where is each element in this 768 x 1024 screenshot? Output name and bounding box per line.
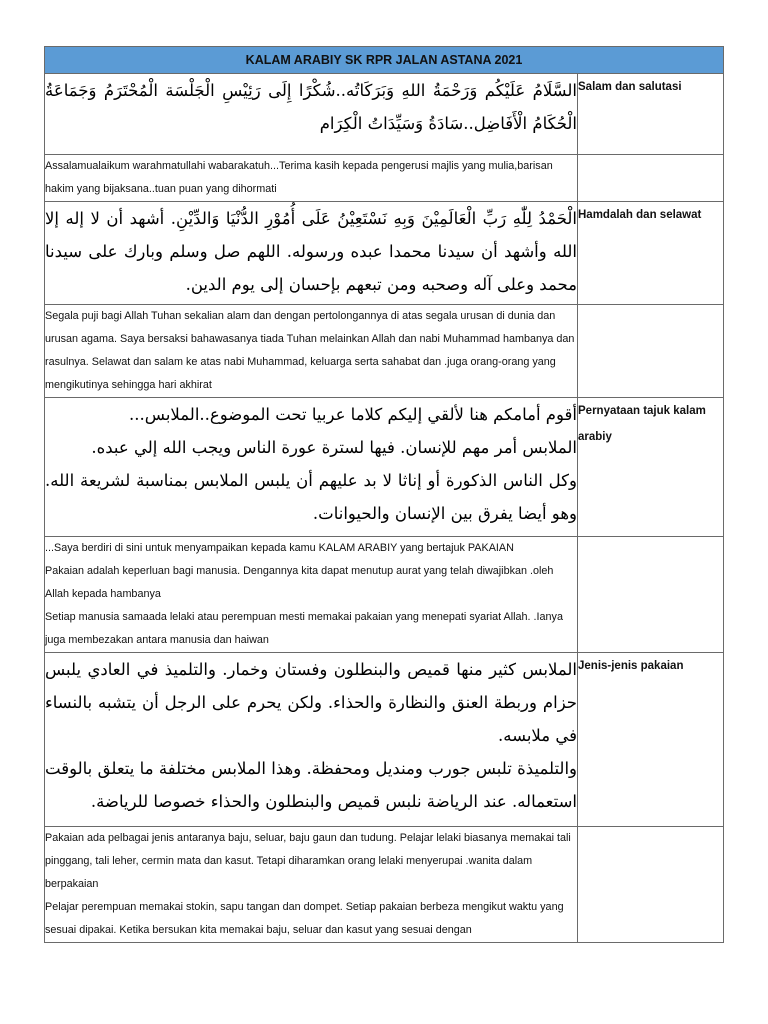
malay-paragraph: Pelajar perempuan memakai stokin, sapu tangan dan dompet. Setiap pakaian berbeza mengikut waktu yang sesuai dipakai. Ketika bersukan kita memakai baju, seluar dan kasut yang sesuai dengan xyxy=(45,901,564,936)
malay-text-jenis xyxy=(45,827,578,943)
arabic-paragraph: أقوم أمامكم هنا لألقي إليكم كلاما عربيا تحت الموضوع..الملابس... xyxy=(129,405,577,424)
arabic-text-tajuk xyxy=(45,398,578,537)
section-label-tajuk: Pernyataan tajuk kalam arabiy xyxy=(578,398,724,537)
arabic-paragraph: السَّلَامُ عَلَيْكُم وَرَحْمَةُ اللهِ وَبَرَكَاتُه..شُكْرًا إِلَى رَئِيْسِ الْجَلْسَة الْمُحْتَرَمُ وَجَمَاعَةُ الْحُكَامُ الْأَفَاضِل..سَادَةُ وَسَيِّدَاتُ الْكِرَام xyxy=(45,81,577,133)
section-label-salam: Salam dan salutasi xyxy=(578,74,724,155)
malay-paragraph: Setiap manusia samaada lelaki atau perempuan mesti memakai pakaian yang menepati syariat Allah. .Ianya juga membezakan antara manusia dan haiwan xyxy=(45,611,563,646)
malay-text-hamdalah xyxy=(45,305,578,398)
empty-label-cell xyxy=(578,155,724,202)
empty-label-cell xyxy=(578,305,724,398)
arabic-text-salam xyxy=(45,74,578,155)
document-title: KALAM ARABIY SK RPR JALAN ASTANA 2021 xyxy=(45,47,724,74)
malay-paragraph: Pakaian adalah keperluan bagi manusia. Dengannya kita dapat menutup aurat yang telah diwajibkan .oleh Allah kepada hambanya xyxy=(45,565,554,600)
malay-paragraph: ...Saya berdiri di sini untuk menyampaikan kepada kamu KALAM ARABIY yang bertajuk PAKAIAN xyxy=(45,542,514,554)
arabic-paragraph: الملابس أمر مهم للإنسان. فيها لسترة عورة الناس ويجب الله إلي عبده. xyxy=(91,438,577,457)
arabic-text-hamdalah xyxy=(45,202,578,305)
empty-label-cell xyxy=(578,827,724,943)
malay-paragraph: Segala puji bagi Allah Tuhan sekalian alam dan dengan pertolongannya di atas segala urusan di dunia dan urusan agama. Saya bersaksi bahawasanya tiada Tuhan melainkan Allah dan nabi Muhammad hambanya dan rasulnya. Selawat dan salam ke atas nabi Muhammad, keluarga serta sahabat dan .juga orang-orang yang mengikutinya sehingga hari akhirat xyxy=(45,310,575,391)
section-label-hamdalah: Hamdalah dan selawat xyxy=(578,202,724,305)
malay-paragraph: Assalamualaikum warahmatullahi wabarakatuh...Terima kasih kepada pengerusi majlis yang mulia,barisan hakim yang bijaksana..tuan puan yang dihormati xyxy=(45,160,553,195)
arabic-paragraph: والتلميذة تلبس جورب ومنديل ومحفظة. وهذا الملابس مختلفة ما يتعلق بالوقت استعماله. عند الرياضة نلبس قميص والبنطلون والحذاء خصوصا للرياضة. xyxy=(45,759,578,811)
section-label-jenis: Jenis-jenis pakaian xyxy=(578,653,724,827)
arabic-paragraph: الملابس كثير منها قميص والبنطلون وفستان وخمار. والتلميذ في العادي يلبس حزام وربطة العنق والنظارة والحذاء. ولكن يحرم على الرجل أن يتشبه بالنساء في ملابسه. xyxy=(45,660,577,745)
malay-paragraph: Pakaian ada pelbagai jenis antaranya baju, seluar, baju gaun dan tudung. Pelajar lelaki biasanya memakai tali pinggang, tali leher, cermin mata dan kasut. Tetapi diharamkan orang lelaki menyerupai .wanita dalam berpakaian xyxy=(45,832,571,890)
arabic-paragraph: وكل الناس الذكورة أو إناثا لا بد عليهم أن يلبس الملابس بمناسبة لشريعة الله. وهو أيضا يفرق بين الإنسان والحيوانات. xyxy=(45,471,577,523)
malay-text-tajuk xyxy=(45,537,578,653)
empty-label-cell xyxy=(578,537,724,653)
arabic-text-jenis xyxy=(45,653,578,827)
malay-text-salam xyxy=(45,155,578,202)
kalam-table xyxy=(44,46,724,943)
arabic-paragraph: الْحَمْدُ لِلّٰهِ رَبِّ الْعَالَمِيْنَ وَبِهِ نَسْتَعِيْنُ عَلَى أُمُوْرِ الدُّنْيَا وَالدِّيْنِ. أشهد أن لا إله إلا الله وأشهد أن سيدنا محمدا عبده ورسوله. اللهم صل وسلم وبارك على سيدنا محمد وعلى آله وصحبه ومن تبعهم بإحسان إلى يوم الدين. xyxy=(45,209,577,294)
